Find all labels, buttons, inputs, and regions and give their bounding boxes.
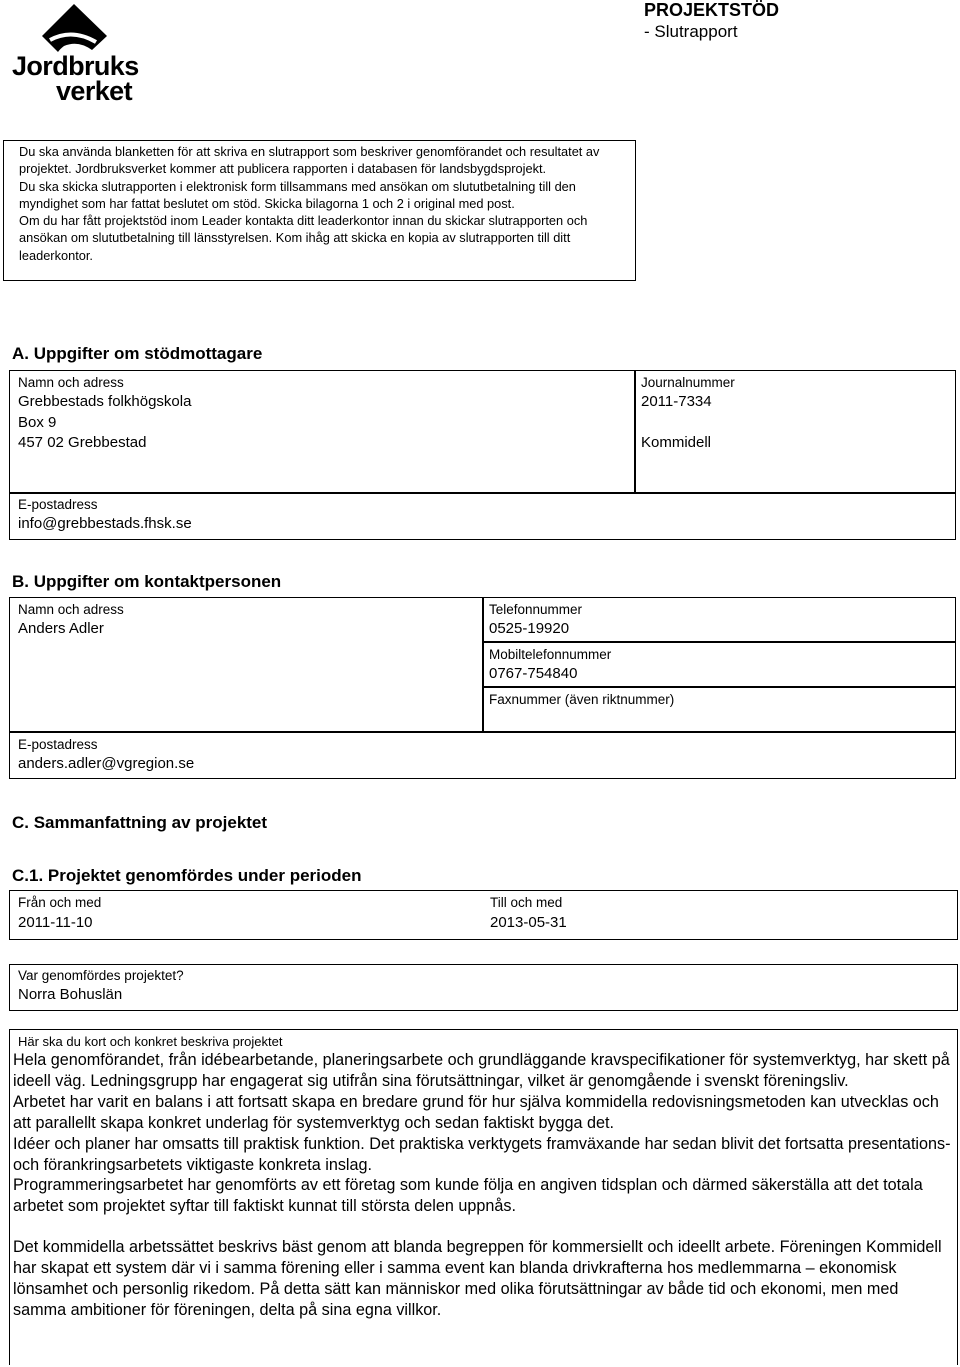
contact-name-field[interactable] [9,597,484,733]
project-description-field[interactable] [9,1029,958,1365]
recipient-email-label: E-postadress [18,497,98,512]
contact-phone-field[interactable] [482,597,956,643]
contact-mobile-value: 0767-754840 [489,665,578,682]
recipient-address-line: Box 9 [18,414,57,431]
recipient-name-field[interactable] [9,370,636,494]
form-subtitle: - Slutrapport [644,22,738,41]
logo-text-line2: verket [56,76,132,106]
section-b-heading: B. Uppgifter om kontaktpersonen [12,572,282,591]
jordbruksverket-logo [12,2,139,106]
contact-fax-field[interactable] [482,686,956,733]
instructions-box [3,140,636,281]
description-paragraph: Arbetet har varit en balans i att fortsatt skapa en bredare grund för hur själva kommidella redovisningsmetoden kan utvecklas och att parallellt skapa konkret underlag för systemverktyg och sedan faktiskt bygga det. [13,1092,939,1132]
instructions-paragraph: Du ska använda blanketten för att skriva en slutrapport som beskriver genomförandet och resultatet av projektet. Jordbruksverket kommer att publicera rapporten i databasen för landsbygdsprojekt. [19,144,600,177]
recipient-name-label: Namn och adress [18,375,124,390]
to-date-label: Till och med [490,895,563,910]
contact-name-label: Namn och adress [18,602,124,617]
contact-fax-label: Faxnummer (även riktnummer) [489,692,675,707]
logo-text-line1: Jordbruks [12,51,139,81]
from-date-label: Från och med [18,895,102,910]
journal-number-field[interactable] [634,370,956,494]
to-date-value: 2013-05-31 [490,914,567,931]
instructions-paragraph: Om du har fått projektstöd inom Leader kontakta ditt leaderkontor innan du skickar slutrapporten och ansökan om slututbetalning till länsstyrelsen. Kom ihåg att skicka en kopia av slutrapporten till ditt leaderkontor. [19,213,588,263]
project-period-field[interactable] [9,890,958,940]
description-paragraph: Hela genomförandet, från idébearbetande, planeringsarbete och grundläggande kravspecifikationer för systemverktyg, har skett på ideell väg. Ledningsgrupp har engagerat sig utifrån sina förutsättningar, vilket är genomgående i svenskt föreningsliv. [13,1051,950,1090]
logo-mark-icon [12,2,137,54]
contact-email-field[interactable] [9,731,956,779]
project-location-label: Var genomfördes projektet? [18,968,184,983]
contact-name-value: Anders Adler [18,620,104,637]
description-paragraph: Programmeringsarbetet har genomförts av ett företag som kunde följa en angiven tidsplan och därmed säkerställa att det totala arbetet som projektet syftar till faktiskt kunnat till största delen uppnås. [13,1176,923,1216]
description-paragraph: Idéer och planer har omsatts till praktisk funktion. Det praktiska verktygets framväxande har sedan blivit det fortsatta presentations- och förankringsarbetets viktigaste konkreta inslag. [13,1134,951,1174]
project-name-value: Kommidell [641,434,712,451]
project-location-value: Norra Bohuslän [18,986,123,1003]
contact-phone-value: 0525-19920 [489,620,570,637]
description-paragraph: Det kommidella arbetssättet beskrivs bäst genom att blanda begreppen för kommersiellt och ideellt arbete. Föreningen Kommidell har skapat ett system där vi i samma förening eller i samma event kan blanda drivkrafterna hos medlemmarna – ekonomisk lönsamhet och personlig rikedom. På detta sätt kan människor med olika förutsättningar av både tid och ekonomi, men med samma ambitioner för föreningen, delta på sina egna villkor. [13,1238,942,1319]
form-title: PROJEKTSTÖD [644,0,780,20]
section-a-heading: A. Uppgifter om stödmottagare [12,344,263,363]
from-date-value: 2011-11-10 [18,914,93,931]
contact-email-label: E-postadress [18,737,98,752]
journal-number-value: 2011-7334 [641,393,712,410]
project-description-text [13,1050,953,1321]
recipient-address-line: 457 02 Grebbestad [18,434,147,451]
contact-mobile-label: Mobiltelefonnummer [489,647,612,662]
recipient-email-field[interactable] [9,492,956,540]
instructions-paragraph: Du ska skicka slutrapporten i elektronisk form tillsammans med ansökan om slututbetalning till den myndighet som har fattat beslutet om stöd. Skicka bilagorna 1 och 2 i original med post. [19,178,576,211]
section-c-heading: C. Sammanfattning av projektet [12,813,268,832]
project-location-field[interactable] [9,964,958,1011]
contact-mobile-field[interactable] [482,641,956,688]
contact-phone-label: Telefonnummer [489,602,583,617]
contact-email-value: anders.adler@vgregion.se [18,755,195,772]
journal-number-label: Journalnummer [641,375,735,390]
recipient-name-line: Grebbestads folkhögskola [18,393,192,410]
section-c1-heading: C.1. Projektet genomfördes under perioden [12,866,362,885]
recipient-email-value: info@grebbestads.fhsk.se [18,515,192,532]
project-description-label: Här ska du kort och konkret beskriva projektet [18,1034,283,1049]
